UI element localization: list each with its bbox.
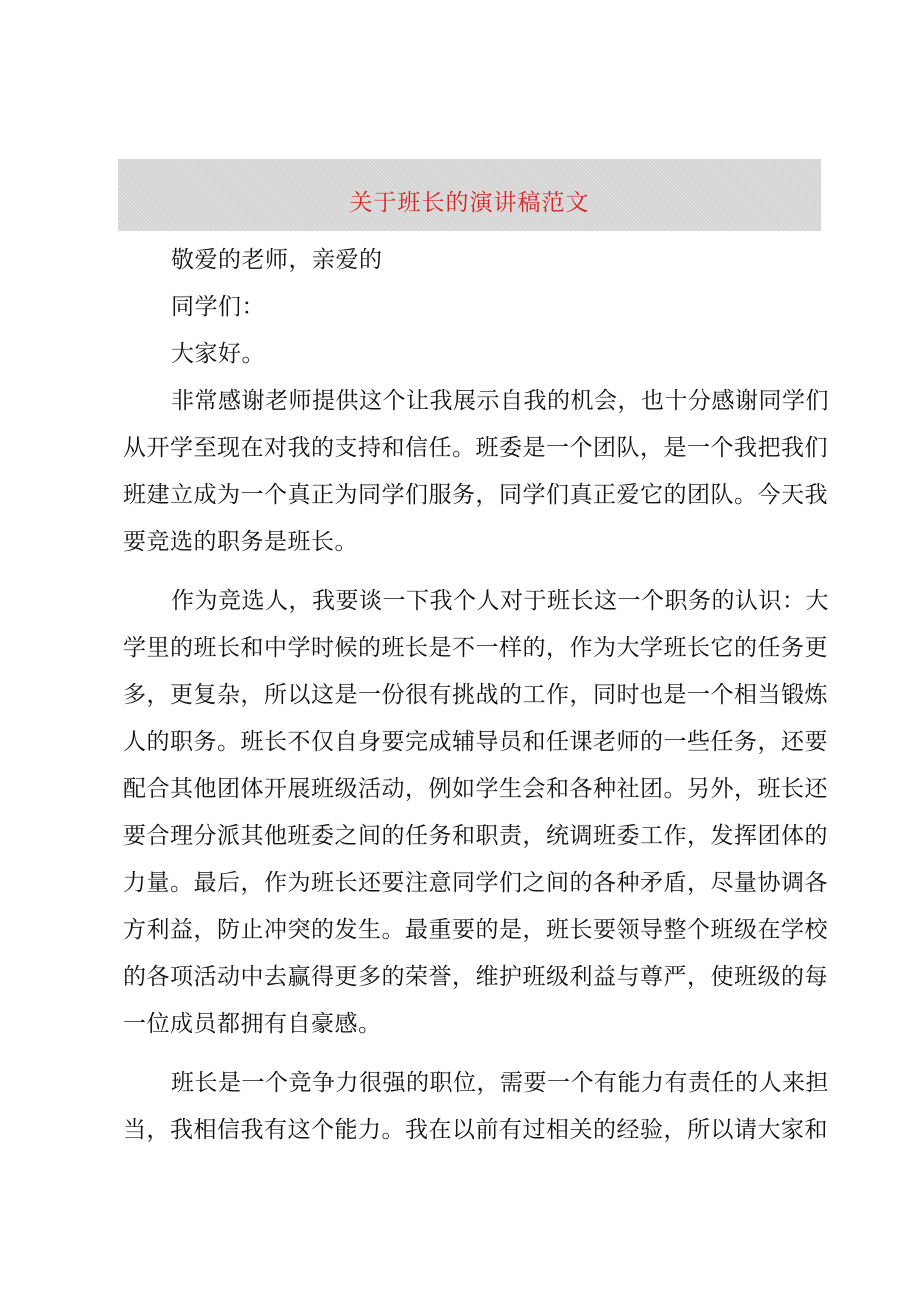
text-line: 大家好。 [171, 341, 265, 367]
text-line: 当，我相信我有这个能力。我在以前有过相关的经验，所以请大家和 [123, 1117, 828, 1143]
text-line: 配合其他团体开展班级活动，例如学生会和各种社团。另外，班长还 [123, 776, 828, 802]
text-line: 人的职务。班长不仅自身要完成辅导员和任课老师的一些任务，还要 [123, 729, 828, 755]
text-line: 的各项活动中去赢得更多的荣誉，维护班级利益与尊严，使班级的每 [123, 964, 828, 990]
document-body [123, 237, 829, 1154]
text-line: 力量。最后，作为班长还要注意同学们之间的各种矛盾，尽量协调各 [123, 870, 828, 896]
text-line: 多，更复杂，所以这是一份很有挑战的工作，同时也是一个相当锻炼 [123, 682, 828, 708]
document-title: 关于班长的演讲稿范文 [349, 190, 590, 216]
text-line: 一位成员都拥有自豪感。 [123, 1011, 382, 1037]
text-line: 班长是一个竞争力很强的职位，需要一个有能力有责任的人来担 [171, 1070, 829, 1096]
text-line: 方利益，防止冲突的发生。最重要的是，班长要领导整个班级在学校 [123, 917, 828, 943]
text-line: 从开学至现在对我的支持和信任。班委是一个团队，是一个我把我们 [123, 435, 828, 461]
text-line: 同学们： [171, 294, 265, 320]
text-line: 要竞选的职务是班长。 [123, 529, 358, 555]
text-line: 作为竞选人，我要谈一下我个人对于班长这一个职务的认识：大 [171, 588, 829, 614]
title-banner [118, 159, 821, 231]
text-line: 学里的班长和中学时候的班长是不一样的，作为大学班长它的任务更 [123, 635, 828, 661]
text-line: 班建立成为一个真正为同学们服务，同学们真正爱它的团队。今天我 [123, 482, 828, 508]
text-line: 非常感谢老师提供这个让我展示自我的机会，也十分感谢同学们 [171, 388, 829, 414]
text-line: 要合理分派其他班委之间的任务和职责，统调班委工作，发挥团体的 [123, 823, 828, 849]
text-line: 敬爱的老师，亲爱的 [171, 247, 383, 273]
